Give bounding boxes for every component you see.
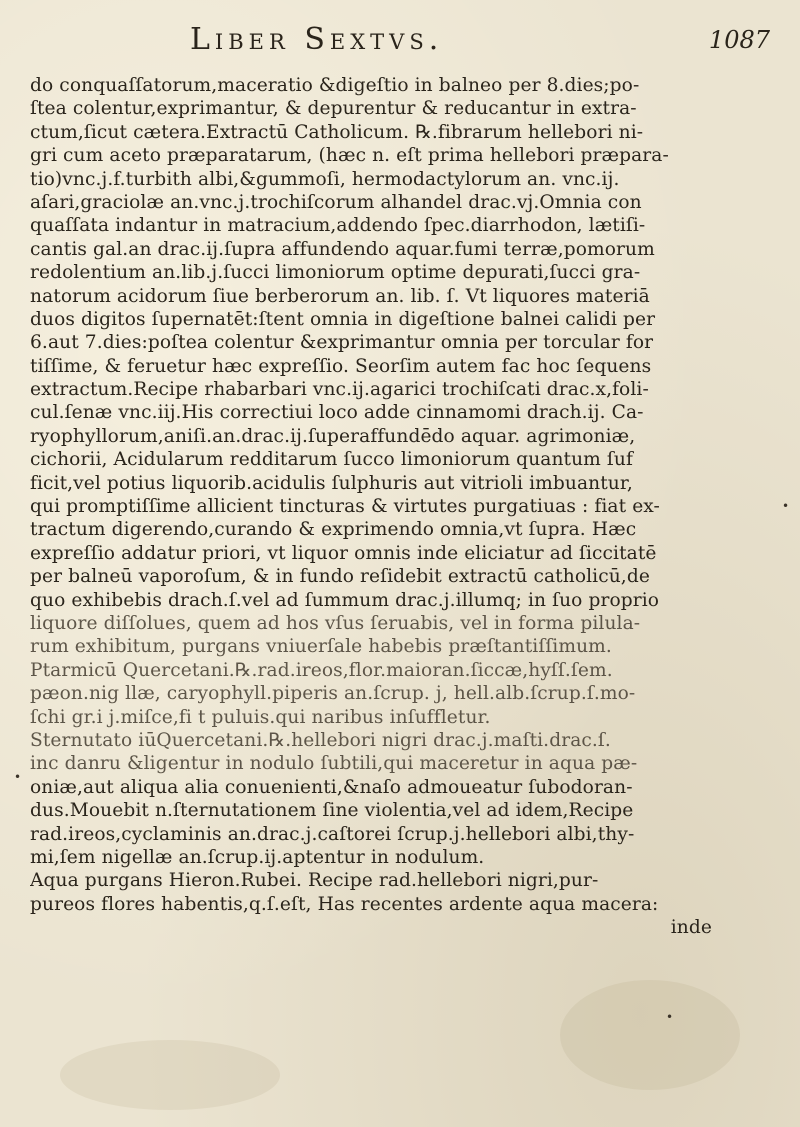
text-line: pæon.nig llæ, caryophyll.piperis an.ſcrup. j, hell.alb.ſcrup.ſ.mo-	[30, 683, 636, 705]
text-line: tiſſime, & feruetur hæc expreſſio. Seorſim autem fac hoc ſequens	[30, 355, 652, 377]
text-line: gri cum aceto præparatarum, (hæc n. eſt prima hellebori præpara-	[30, 145, 669, 167]
text-line: rad.ireos,cyclaminis an.drac.j.caſtorei ſcrup.j.hellebori albi,thy-	[30, 823, 635, 845]
margin-bullet-left: •	[14, 770, 22, 784]
text-line: rum exhibitum, purgans vniuerſale habebis præſtantiſſimum.	[30, 636, 612, 658]
margin-bullet-right: •	[782, 499, 790, 513]
catchword: inde	[670, 917, 712, 939]
text-line: ryophyllorum,aniſi.an.drac.ij.ſuperaffundēdo aquar. agrimoniæ,	[30, 425, 636, 447]
text-line: natorum acidorum ſiue berberorum an. lib. ſ. Vt liquores materiā	[30, 285, 650, 307]
text-line: dus.Mouebit n.ſternutationem ſine violentia,vel ad idem,Recipe	[30, 800, 634, 822]
text-line: expreſſio addatur priori, vt liquor omnis inde eliciatur ad ſiccitatē	[30, 542, 657, 564]
text-line: extractum.Recipe rhabarbari vnc.ij.agarici trochiſcati drac.x,foli-	[30, 379, 649, 401]
text-line: aſari,graciolæ an.vnc.j.trochiſcorum alhandel drac.vj.Omnia con	[30, 191, 642, 213]
paper-stain	[60, 1040, 280, 1110]
text-line: ſtea colentur,exprimantur, & depurentur & reducantur in extra-	[30, 98, 637, 120]
text-line: Aqua purgans Hieron.Rubei. Recipe rad.hellebori nigri,pur-	[30, 870, 599, 892]
text-line: tractum digerendo,curando & exprimendo omnia,vt ſupra. Hæc	[30, 519, 637, 541]
text-line: ctum,ſicut cætera.Extractū Catholicum. ℞.fibrarum hellebori ni-	[30, 121, 644, 143]
running-head: Liber Sextvs.	[190, 22, 444, 57]
text-line: mi,ſem nigellæ an.ſcrup.ij.aptentur in nodulum.	[30, 846, 485, 868]
text-line: quo exhibebis drach.ſ.vel ad ſummum drac.j.illumq; in ſuo proprio	[30, 589, 660, 611]
text-line: Sternutato iūQuercetani.℞.hellebori nigri drac.j.maſti.drac.ſ.	[30, 729, 611, 751]
text-line: cul.ſenæ vnc.iij.His correctiui loco adde cinnamomi drach.ij. Ca-	[30, 402, 644, 424]
text-line: cantis gal.an drac.ij.ſupra affundendo aquar.fumi terræ,pomorum	[30, 238, 655, 260]
margin-bullet-bottom: •	[666, 1010, 674, 1024]
text-line: per balneū vaporoſum, & in fundo reſidebit extractū catholicū,de	[30, 566, 650, 588]
text-line: qui promptiſſime allicient tincturas & virtutes purgatiuas : fiat ex-	[30, 496, 660, 518]
text-line: pureos flores habentis,q.ſ.eſt, Has recentes ardente aqua macera:	[30, 893, 659, 915]
text-line: Ptarmicū Quercetani.℞.rad.ireos,flor.maioran.ſiccæ,hyſſ.ſem.	[30, 659, 613, 681]
page-header	[0, 22, 800, 66]
text-line: duos digitos ſupernatēt:ſtent omnia in digeſtione balnei calidi per	[30, 308, 656, 330]
paper-stain	[560, 980, 740, 1090]
text-line: redolentium an.lib.j.ſucci limoniorum optime depurati,ſucci gra-	[30, 262, 641, 284]
text-line: cichorii, Acidularum redditarum ſucco limoniorum quantum ſuf	[30, 449, 633, 471]
text-line: ficit,vel potius liquorib.acidulis ſulphuris aut vitrioli imbuantur,	[30, 472, 633, 494]
text-line: ſchi gr.i j.miſce,fi t puluis.qui naribus inſuffletur.	[30, 706, 491, 728]
body-text	[30, 74, 772, 939]
text-line: do conquaſſatorum,maceratio &digeſtio in balneo per 8.dies;po-	[30, 75, 640, 96]
text-line: tio)vnc.j.f.turbith albi,&gummoſi, hermodactylorum an. vnc.ij.	[30, 168, 620, 190]
page-number: 1087	[708, 26, 770, 54]
text-line: inc danru &ligentur in nodulo ſubtili,qui maceretur in aqua pæ-	[30, 753, 638, 775]
text-line: quaſſata indantur in matracium,addendo ſpec.diarrhodon, lætiſi-	[30, 215, 646, 237]
text-line: oniæ,aut aliqua alia conuenienti,&naſo admoueatur ſubodoran-	[30, 776, 633, 798]
text-line: 6.aut 7.dies:poſtea colentur &exprimantur omnia per torcular for	[30, 332, 654, 354]
text-line: liquore diſſolues, quem ad hos vſus ſeruabis, vel in forma pilula-	[30, 612, 641, 634]
